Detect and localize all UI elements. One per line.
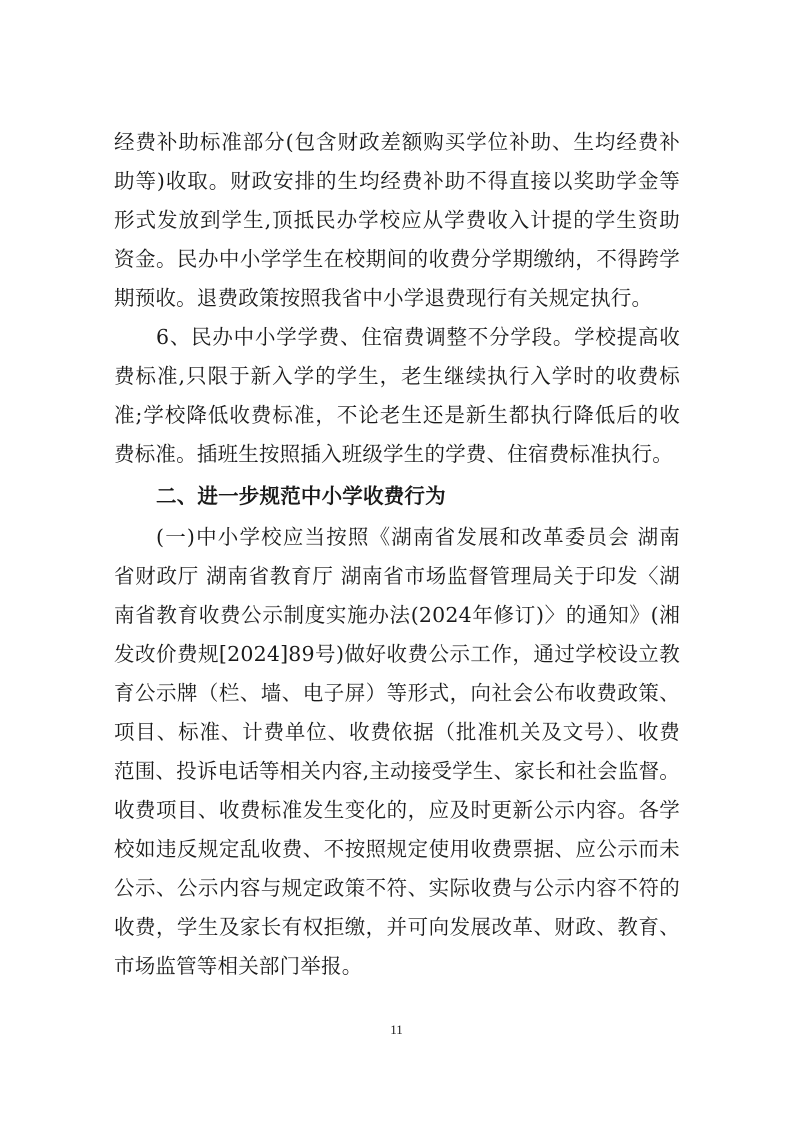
- paragraph-3-line-4: 发改价费规[2024]89号)做好收费公示工作，通过学校设立教: [114, 642, 680, 666]
- paragraph-1-line-4: 资金。民办中小学学生在校期间的收费分学期缴纳，不得跨学: [114, 247, 680, 271]
- paragraph-2-line-3: 准;学校降低收费标准，不论老生还是新生都执行降低后的收: [114, 403, 680, 427]
- paragraph-2-line-1: 6、民办中小学学费、住宿费调整不分学段。学校提高收: [156, 325, 680, 349]
- paragraph-1-line-3: 形式发放到学生,顶抵民办学校应从学费收入计提的学生资助: [114, 208, 680, 232]
- paragraph-3-line-8: 收费项目、收费标准发生变化的，应及时更新公示内容。各学: [114, 798, 680, 822]
- paragraph-3-line-10: 公示、公示内容与规定政策不符、实际收费与公示内容不符的: [114, 876, 680, 900]
- page-number: 11: [390, 1022, 403, 1037]
- paragraph-2-line-4: 费标准。插班生按照插入班级学生的学费、住宿费标准执行。: [114, 442, 673, 466]
- paragraph-3-line-2: 省财政厅 湖南省教育厅 湖南省市场监督管理局关于印发〈湖: [114, 564, 680, 588]
- paragraph-3-line-5: 育公示牌（栏、墙、电子屏）等形式，向社会公布收费政策、: [114, 681, 680, 705]
- paragraph-3-line-3: 南省教育收费公示制度实施办法(2024年修订)〉的通知》(湘: [114, 603, 680, 627]
- paragraph-3-line-6: 项目、标准、计费单位、收费依据（批准机关及文号）、收费: [114, 720, 680, 744]
- paragraph-1-line-2: 助等)收取。财政安排的生均经费补助不得直接以奖助学金等: [114, 169, 680, 193]
- paragraph-1-line-1: 经费补助标准部分(包含财政差额购买学位补助、生均经费补: [114, 130, 680, 154]
- paragraph-3-line-12: 市场监管等相关部门举报。: [114, 954, 363, 978]
- section-heading: 二、进一步规范中小学收费行为: [156, 484, 446, 508]
- paragraph-2-line-2: 费标准,只限于新入学的学生，老生继续执行入学时的收费标: [114, 364, 680, 388]
- paragraph-3-line-9: 校如违反规定乱收费、不按照规定使用收费票据、应公示而未: [114, 837, 680, 861]
- paragraph-3-line-1: (一)中小学校应当按照《湖南省发展和改革委员会 湖南: [156, 525, 680, 549]
- paragraph-3-line-11: 收费，学生及家长有权拒缴，并可向发展改革、财政、教育、: [114, 915, 680, 939]
- paragraph-1-line-5: 期预收。退费政策按照我省中小学退费现行有关规定执行。: [114, 286, 653, 310]
- paragraph-3-line-7: 范围、投诉电话等相关内容,主动接受学生、家长和社会监督。: [114, 759, 680, 783]
